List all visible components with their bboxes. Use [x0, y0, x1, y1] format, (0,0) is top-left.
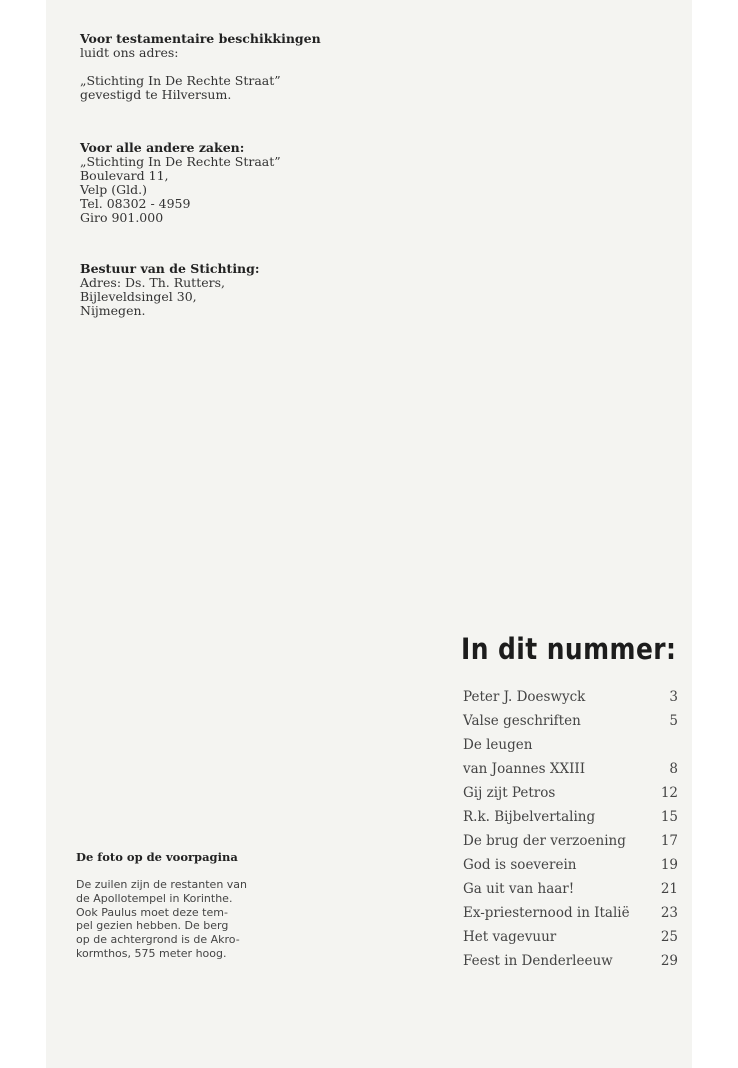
board-line: Adres: Ds. Th. Rutters, [80, 275, 225, 290]
photo-caption-body [76, 878, 306, 961]
photo-caption-line: de Apollotempel in Korinthe. [76, 891, 233, 905]
address-phone: Tel. 08302 - 4959 [80, 196, 191, 211]
testament-line: luidt ons adres: [80, 45, 179, 60]
toc-item-page: 21 [660, 881, 678, 897]
toc-item-page: 17 [660, 833, 678, 849]
toc-item[interactable] [463, 901, 678, 925]
toc-item-label: Peter J. Doeswyck [463, 689, 586, 705]
toc-item-label: Valse geschriften [463, 713, 581, 729]
photo-caption-line: kormthos, 575 meter hoog. [76, 946, 227, 960]
toc-item-label: Ga uit van haar! [463, 881, 575, 897]
photo-caption-line: op de achtergrond is de Akro- [76, 933, 240, 947]
toc-item-label: Het vagevuur [463, 929, 557, 945]
toc-item-label: R.k. Bijbelvertaling [463, 809, 596, 825]
photo-caption-line: De zuilen zijn de restanten van [76, 878, 248, 891]
toc-item[interactable] [463, 949, 678, 973]
toc-item[interactable] [463, 925, 678, 949]
board-block [80, 262, 260, 318]
toc-item-page: 19 [660, 857, 678, 873]
toc-item-page: 29 [660, 953, 678, 969]
toc-item[interactable] [463, 877, 678, 901]
toc-item[interactable] [463, 829, 678, 853]
testament-line: „Stichting In De Rechte Straat” [80, 73, 281, 88]
testament-line: gevestigd te Hilversum. [80, 87, 232, 102]
toc-item-label: Ex-priesternood in Italië [463, 905, 630, 921]
toc-item-page: 12 [660, 785, 678, 801]
photo-caption-heading: De foto op de voorpagina [76, 850, 238, 864]
toc-item-page: 8 [669, 761, 678, 777]
toc-item[interactable] [463, 853, 678, 877]
toc-item-label: De brug der verzoening [463, 833, 626, 849]
toc-item-page: 15 [660, 809, 678, 825]
testament-spacer [80, 60, 321, 74]
address-line: „Stichting In De Rechte Straat” [80, 154, 281, 169]
testament-heading: Voor testamentaire beschikkingen [80, 31, 321, 46]
address-heading: Voor alle andere zaken: [80, 140, 245, 155]
address-line: Velp (Gld.) [80, 182, 147, 197]
photo-caption-line: Ook Paulus moet deze tem- [76, 905, 228, 919]
toc-item-page: 5 [669, 713, 678, 729]
toc-item-page: 3 [669, 689, 678, 705]
testament-block [80, 32, 321, 102]
toc-item[interactable] [463, 733, 678, 781]
table-of-contents [463, 685, 678, 973]
toc-item-label: Gij zijt Petros [463, 785, 556, 801]
toc-item-label: Feest in Denderleeuw [463, 953, 613, 969]
toc-item-page: 25 [660, 929, 678, 945]
toc-item[interactable] [463, 805, 678, 829]
toc-item[interactable] [463, 781, 678, 805]
photo-caption-line: pel gezien hebben. De berg [76, 919, 229, 933]
address-block [80, 141, 281, 225]
toc-title: In dit nummer: [461, 632, 677, 666]
toc-item-page: 23 [660, 905, 678, 921]
toc-item[interactable] [463, 685, 678, 709]
toc-item[interactable] [463, 709, 678, 733]
address-giro: Giro 901.000 [80, 210, 164, 225]
address-line: Boulevard 11, [80, 168, 169, 183]
board-heading: Bestuur van de Stichting: [80, 261, 260, 276]
board-line: Nijmegen. [80, 303, 146, 318]
toc-item-label: God is soeverein [463, 857, 577, 873]
board-line: Bijleveldsingel 30, [80, 289, 197, 304]
toc-item-label: De leugen van Joannes XXIII [463, 737, 586, 777]
